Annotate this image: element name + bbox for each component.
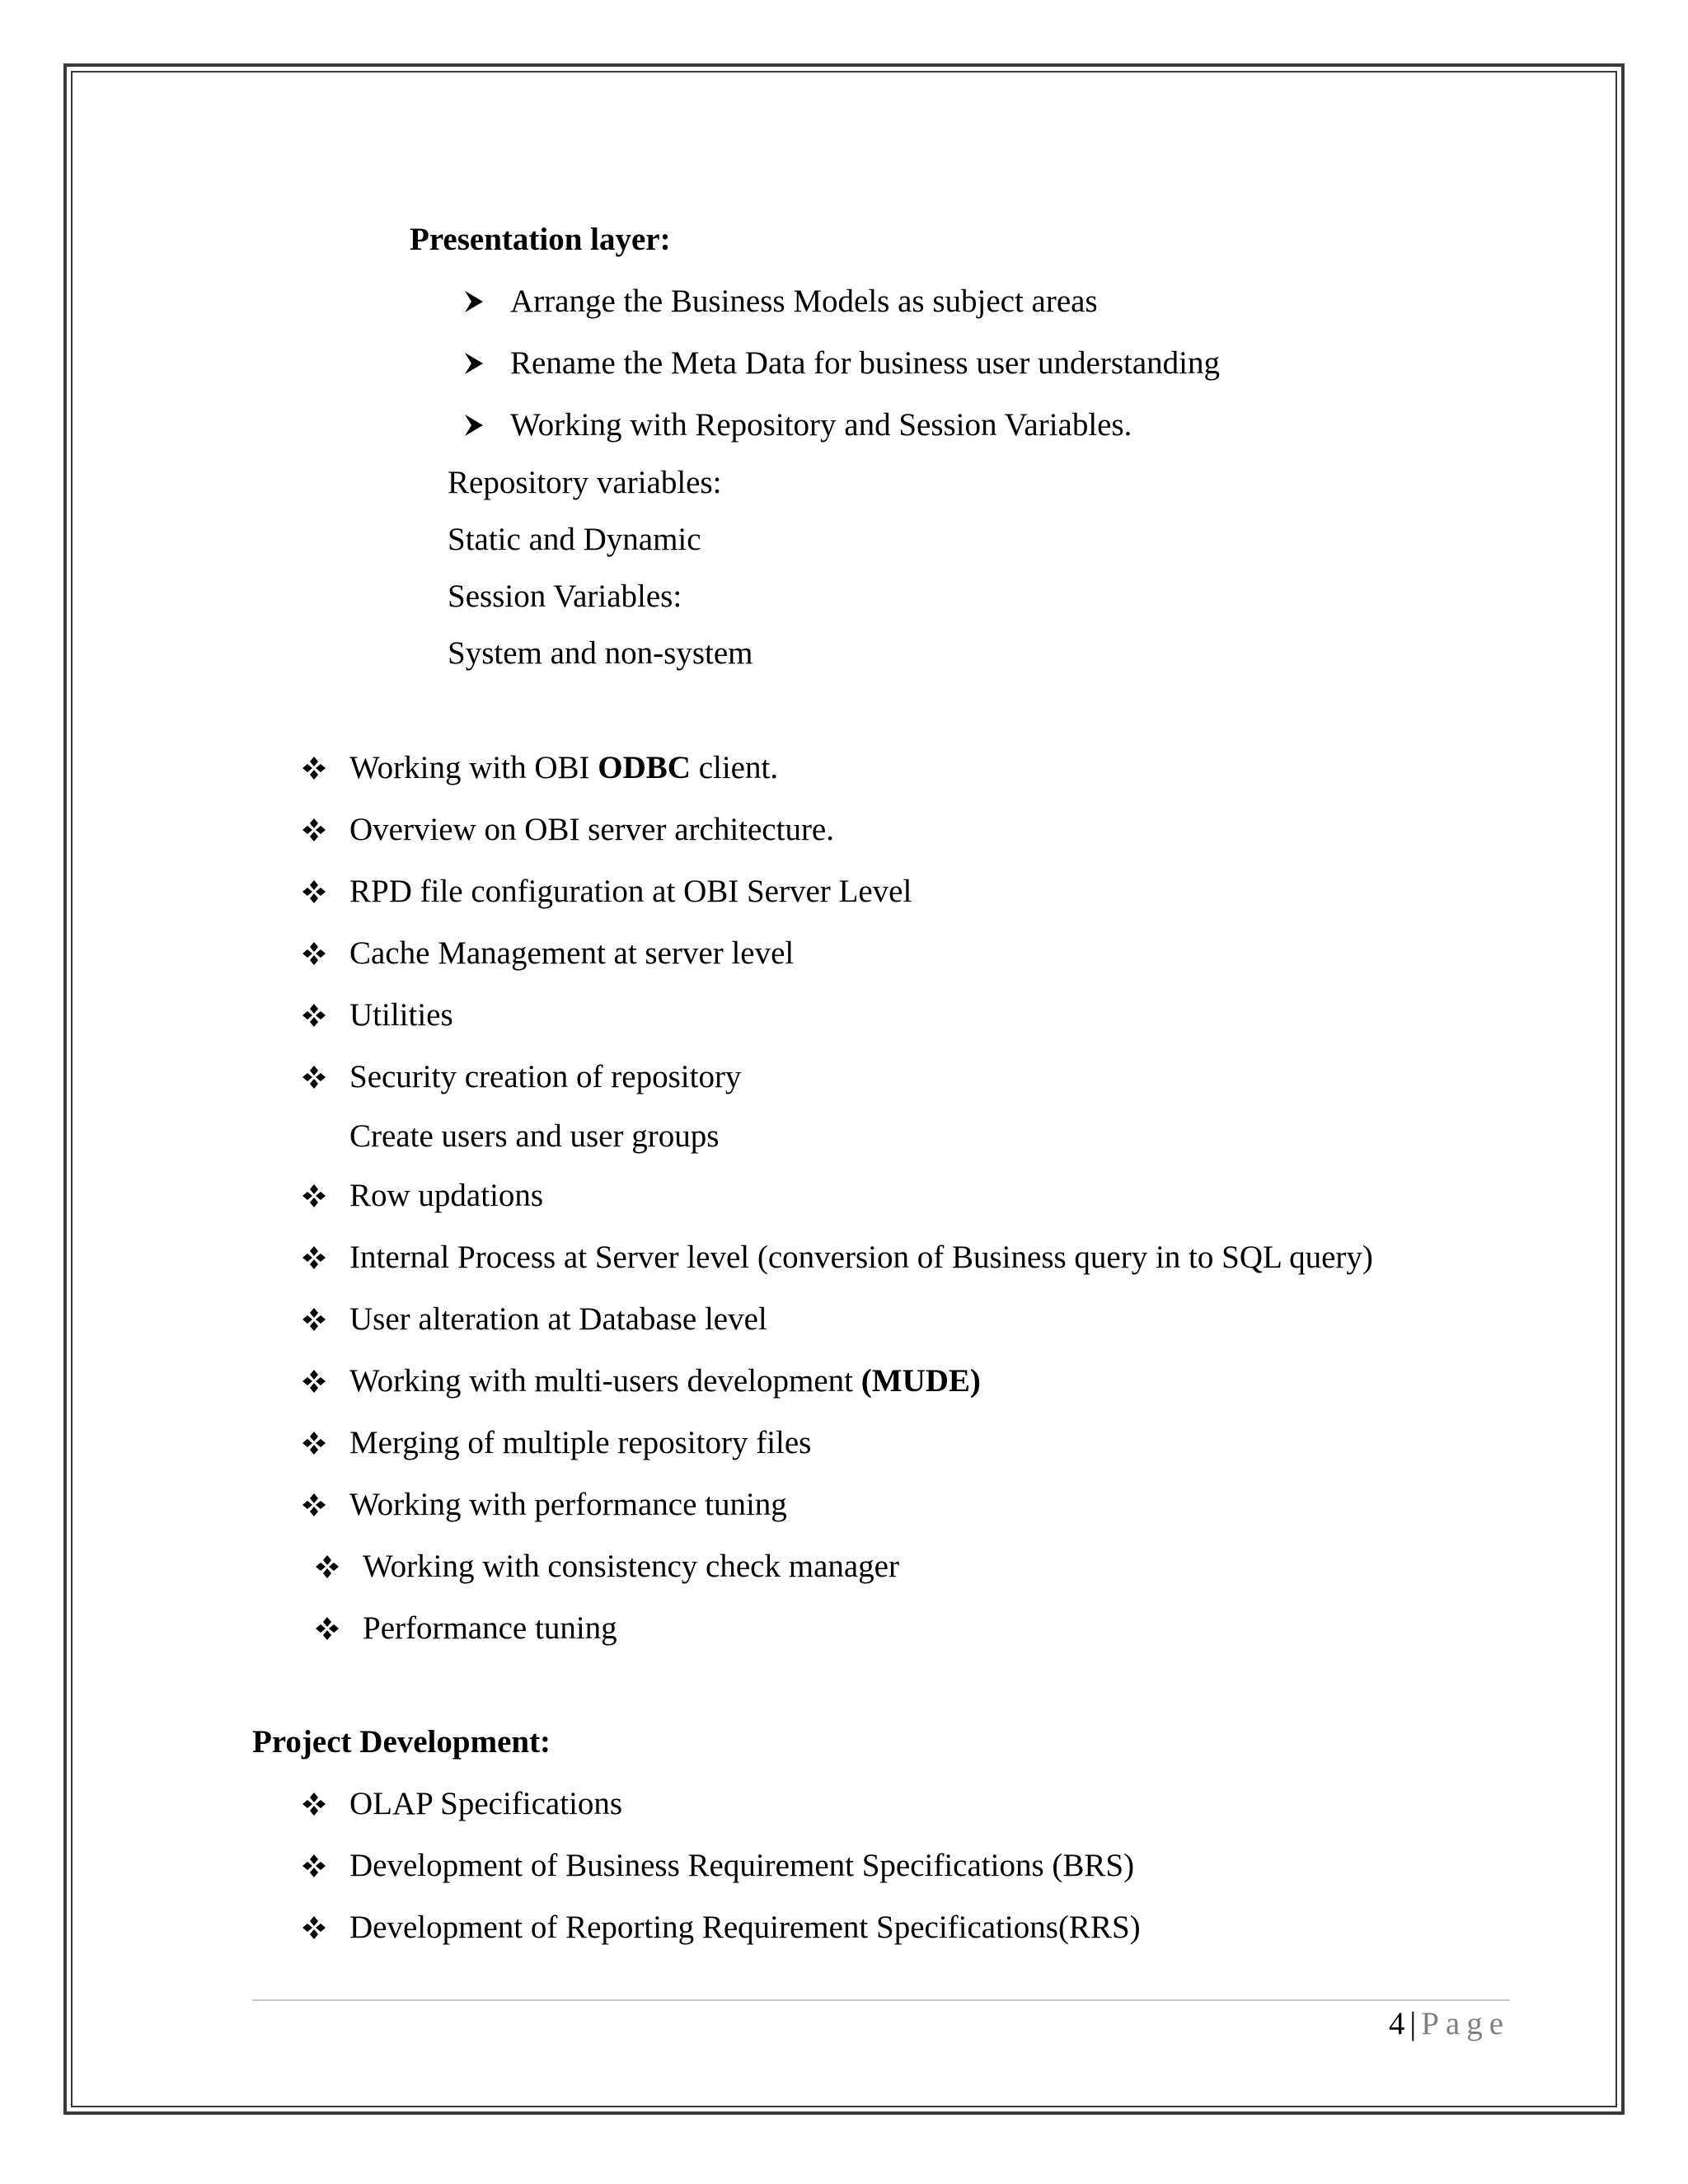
four-diamond-bullet-icon [302, 1307, 326, 1332]
server-topic-item: Working with consistency check manager [363, 1549, 899, 1584]
four-diamond-bullet-icon [302, 1369, 326, 1394]
server-topic-item: Row updations [349, 1178, 544, 1213]
page-number: 4 | Page [1388, 2006, 1510, 2041]
server-topic-item: Cache Management at server level [349, 935, 795, 971]
variable-line: Repository variables: [448, 465, 722, 500]
project-item: Development of Business Requirement Specifications (BRS) [349, 1848, 1135, 1883]
four-diamond-bullet-icon [302, 1854, 326, 1878]
four-diamond-bullet-icon [302, 1493, 326, 1517]
four-diamond-bullet-icon [302, 941, 326, 966]
four-diamond-bullet-icon [302, 1065, 326, 1090]
presentation-item: Working with Repository and Session Variables. [510, 407, 1132, 443]
four-diamond-bullet-icon [302, 1915, 326, 1940]
presentation-item: Rename the Meta Data for business user understanding [510, 345, 1221, 381]
variable-line: System and non-system [448, 635, 753, 671]
four-diamond-bullet-icon [302, 818, 326, 842]
project-development-heading: Project Development: [252, 1724, 551, 1760]
server-topic-item: Utilities [349, 997, 453, 1033]
presentation-item: Arrange the Business Models as subject areas [510, 284, 1098, 319]
variable-line: Session Variables: [448, 579, 682, 614]
four-diamond-bullet-icon [302, 879, 326, 904]
footer-rule [252, 1999, 1510, 2001]
odbc-item: Working with OBI ODBC client. [349, 750, 779, 785]
server-topic-item: User alteration at Database level [349, 1301, 767, 1337]
server-topic-item: Working with performance tuning [349, 1487, 787, 1522]
four-diamond-bullet-icon [315, 1554, 340, 1579]
server-topic-item: Performance tuning [363, 1610, 617, 1646]
server-topic-item: Overview on OBI server architecture. [349, 812, 834, 847]
security-sub-line: Create users and user groups [349, 1118, 720, 1154]
project-item: Development of Reporting Requirement Specifications(RRS) [349, 1910, 1141, 1945]
project-item: OLAP Specifications [349, 1786, 623, 1821]
arrowhead-bullet-icon [463, 351, 485, 376]
server-topic-item: Security creation of repository [349, 1059, 742, 1094]
server-topic-item: Internal Process at Server level (conversion of Business query in to SQL query) [349, 1240, 1373, 1275]
mude-item: Working with multi-users development (MUDE) [349, 1363, 981, 1399]
presentation-layer-heading: Presentation layer: [410, 222, 671, 257]
server-topic-item: Merging of multiple repository files [349, 1425, 812, 1460]
four-diamond-bullet-icon [302, 1003, 326, 1028]
variable-line: Static and Dynamic [448, 522, 701, 557]
server-topic-item: RPD file configuration at OBI Server Level [349, 874, 912, 909]
four-diamond-bullet-icon [302, 756, 326, 780]
four-diamond-bullet-icon [315, 1616, 340, 1641]
arrowhead-bullet-icon [463, 289, 485, 314]
four-diamond-bullet-icon [302, 1245, 326, 1270]
arrowhead-bullet-icon [463, 413, 485, 438]
four-diamond-bullet-icon [302, 1431, 326, 1455]
four-diamond-bullet-icon [302, 1792, 326, 1816]
four-diamond-bullet-icon [302, 1183, 326, 1208]
